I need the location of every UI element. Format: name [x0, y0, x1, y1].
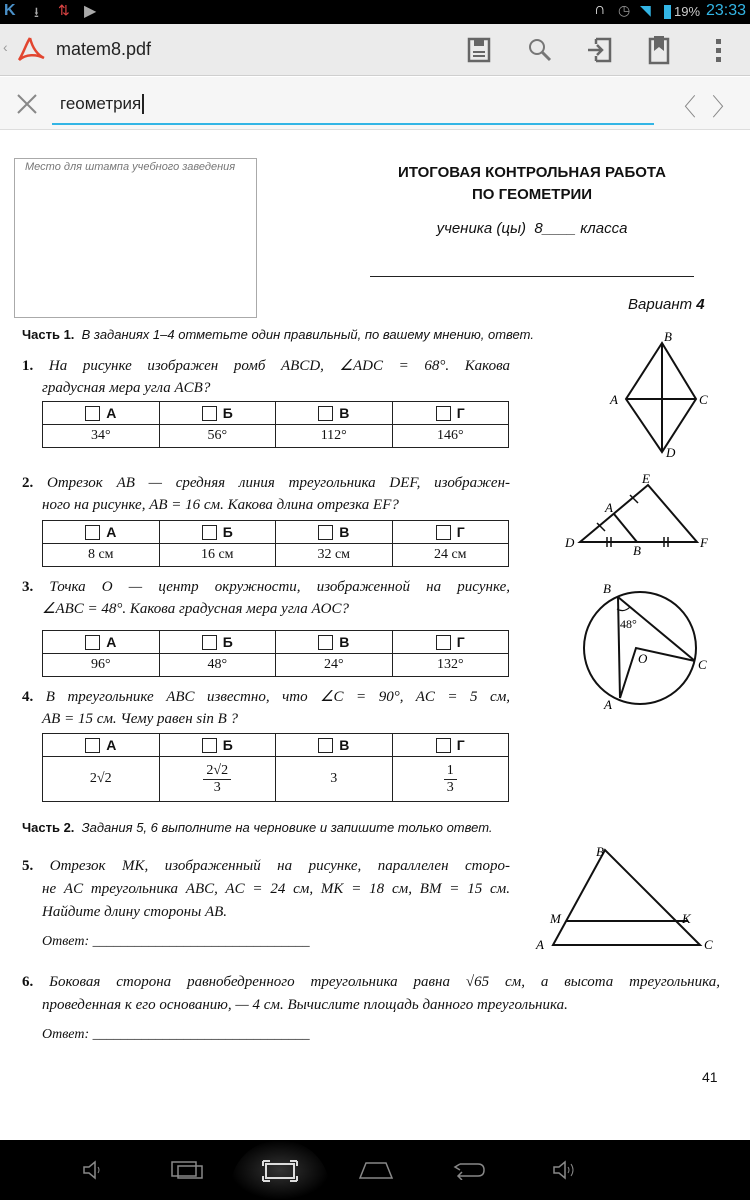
search-bar: [0, 77, 750, 130]
label-d: D: [666, 445, 676, 460]
up-navigation[interactable]: [0, 24, 160, 76]
bookmark-icon[interactable]: [647, 35, 671, 65]
angle-label: 48°: [620, 617, 637, 631]
label-a: A: [610, 392, 618, 407]
label-a: A: [605, 500, 613, 515]
screenshot-icon: [262, 1160, 298, 1182]
option-letter: Г: [456, 737, 465, 753]
label-b: B: [596, 844, 604, 859]
answer-value: 32 см: [276, 544, 393, 567]
part1-text: В заданиях 1–4 отметьте один правильный, по вашему мнению, ответ.: [81, 327, 534, 342]
q-num: 5.: [22, 858, 34, 874]
q-line: градусная мера угла ACB?: [42, 380, 211, 396]
torrent-icon: ⇅: [58, 2, 70, 18]
label-k: K: [682, 911, 691, 926]
volume-up-icon[interactable]: [552, 1160, 576, 1180]
q-line: Точка O — центр окружности, изображенной на рисунке,: [49, 579, 510, 595]
triangle-abc-figure: [553, 850, 700, 945]
q-num: 2.: [22, 475, 34, 491]
label-c: C: [698, 657, 707, 672]
answer-blank: _______________________________: [92, 934, 310, 949]
q-line: AB = 15 см. Чему равен sin B ?: [42, 711, 239, 727]
next-result-icon[interactable]: 〉: [712, 94, 736, 121]
q-line: В треугольнике ABC известно, что ∠C = 90°, AC = 5 см,: [45, 689, 511, 705]
title-line-1: ИТОГОВАЯ КОНТРОЛЬНАЯ РАБОТА: [398, 164, 666, 181]
battery-percent: 19%: [674, 4, 701, 19]
option-letter: А: [106, 405, 117, 421]
variant-label: Вариант: [628, 296, 693, 313]
search-input[interactable]: [52, 87, 654, 125]
label-b: B: [664, 329, 672, 344]
label-b: B: [603, 581, 611, 596]
label-m: M: [550, 911, 561, 926]
search-input-value: геометрия: [60, 94, 144, 114]
option-letter: А: [106, 634, 117, 650]
answer-value: 146°: [392, 425, 509, 448]
variant-number: 4: [696, 296, 705, 313]
q-line: На рисунке изображен ромб ABCD, ∠ADC = 68°. Какова: [48, 358, 511, 374]
numerator: 2√2: [203, 763, 231, 780]
answer-label: Ответ:: [42, 934, 90, 949]
label-o: O: [638, 651, 648, 666]
answer-label: Ответ:: [42, 1027, 90, 1042]
answer-value: 16 см: [159, 544, 276, 567]
option-letter: Б: [222, 634, 233, 650]
part1-label: Часть 1.: [22, 327, 75, 342]
back-chevron-icon: ‹: [3, 39, 8, 55]
numerator: 1: [444, 763, 457, 780]
answer-value: 2√2: [43, 757, 160, 802]
alarm-icon: ◷: [618, 2, 631, 18]
home-icon[interactable]: [358, 1160, 394, 1180]
page-number: 41: [702, 1069, 718, 1085]
answer-value: 112°: [276, 425, 393, 448]
battery-icon: [664, 5, 671, 19]
triangle-def-figure: [580, 485, 697, 547]
wifi-icon: ◥: [640, 2, 651, 18]
q-line: не AC треугольника ABC, AC = 24 см, MK = 18 см, BM = 15 см.: [42, 881, 510, 897]
overflow-menu-icon[interactable]: [714, 38, 724, 64]
circle-figure: [584, 592, 696, 704]
option-letter: В: [339, 524, 350, 540]
answer-value: 8 см: [43, 544, 160, 567]
previous-result-icon[interactable]: 〈: [672, 94, 696, 121]
answer-value: 48°: [159, 654, 276, 677]
option-letter: Б: [222, 524, 233, 540]
screenshot-button[interactable]: [230, 1140, 330, 1200]
answer-value: 34°: [43, 425, 160, 448]
q-line: Боковая сторона равнобедренного треугольника равна √65 см, а высота треугольника,: [49, 974, 720, 990]
vk-icon: K: [4, 2, 16, 19]
option-letter: Б: [222, 405, 233, 421]
option-letter: В: [339, 405, 350, 421]
option-letter: Г: [456, 524, 465, 540]
label-c: C: [699, 392, 708, 407]
title-line-2: ПО ГЕОМЕТРИИ: [471, 186, 593, 203]
q-line: ного на рисунке, AB = 16 см. Какова длина отрезка EF?: [42, 497, 399, 513]
q-line: проведенная к его основанию, — 4 см. Вычислите площадь данного треугольника.: [42, 997, 568, 1013]
figures: [0, 131, 750, 1140]
pdf-page: [0, 131, 750, 1140]
label-f: F: [700, 535, 708, 550]
denominator: 3: [213, 779, 221, 795]
recent-apps-icon[interactable]: [170, 1160, 204, 1180]
close-search-icon[interactable]: [16, 93, 38, 115]
answer-value: 56°: [159, 425, 276, 448]
status-bar: [0, 0, 750, 24]
answer-value: 3: [276, 757, 393, 802]
part2-label: Часть 2.: [22, 820, 75, 835]
option-letter: В: [339, 634, 350, 650]
label-d: D: [565, 535, 575, 550]
back-icon[interactable]: [452, 1160, 486, 1180]
goto-page-icon[interactable]: [586, 36, 614, 64]
denominator: 3: [446, 779, 454, 795]
navigation-bar: [0, 1140, 750, 1200]
download-icon: ⭳: [34, 4, 39, 20]
answer-value: 96°: [43, 654, 160, 677]
q-num: 6.: [22, 974, 34, 990]
clock: 23:33: [706, 2, 747, 19]
answer-value: 24°: [276, 654, 393, 677]
q-line: Отрезок AB — средняя линия треугольника DEF, изображен-: [47, 475, 511, 491]
q-num: 4.: [22, 689, 34, 705]
volume-down-icon[interactable]: [82, 1160, 104, 1180]
file-name: matem8.pdf: [56, 39, 152, 59]
student-line: ученика (цы) 8____ класса: [436, 220, 628, 237]
option-letter: Б: [222, 737, 233, 753]
label-c: C: [704, 937, 713, 952]
answer-blank: _______________________________: [92, 1027, 310, 1042]
q-num: 1.: [22, 358, 34, 374]
label-b: B: [633, 543, 641, 558]
rhombus-figure: [626, 343, 696, 452]
label-a: A: [536, 937, 544, 952]
answer-value: 132°: [392, 654, 509, 677]
option-letter: Г: [456, 634, 465, 650]
action-bar: [0, 24, 750, 76]
part2-text: Задания 5, 6 выполните на черновике и запишите только ответ.: [81, 820, 493, 835]
q-num: 3.: [22, 579, 34, 595]
answer-value: 24 см: [392, 544, 509, 567]
pdf-app-icon: [16, 36, 46, 64]
label-e: E: [642, 471, 650, 486]
q-line: ∠ABC = 48°. Какова градусная мера угла AOC?: [42, 601, 349, 617]
stamp-label: Место для штампа учебного заведения: [25, 161, 236, 173]
option-letter: В: [339, 737, 350, 753]
option-letter: А: [106, 524, 117, 540]
search-icon[interactable]: [527, 37, 553, 63]
save-icon[interactable]: [467, 37, 491, 63]
q-line: Отрезок MK, изображенный на рисунке, параллелен сторо-: [49, 858, 510, 874]
option-letter: Г: [456, 405, 465, 421]
option-letter: А: [106, 737, 117, 753]
q-line: Найдите длину стороны AB.: [42, 904, 228, 920]
play-icon: ▶: [84, 3, 97, 20]
headphones-icon: ∩: [594, 1, 606, 18]
label-a: A: [604, 697, 612, 712]
